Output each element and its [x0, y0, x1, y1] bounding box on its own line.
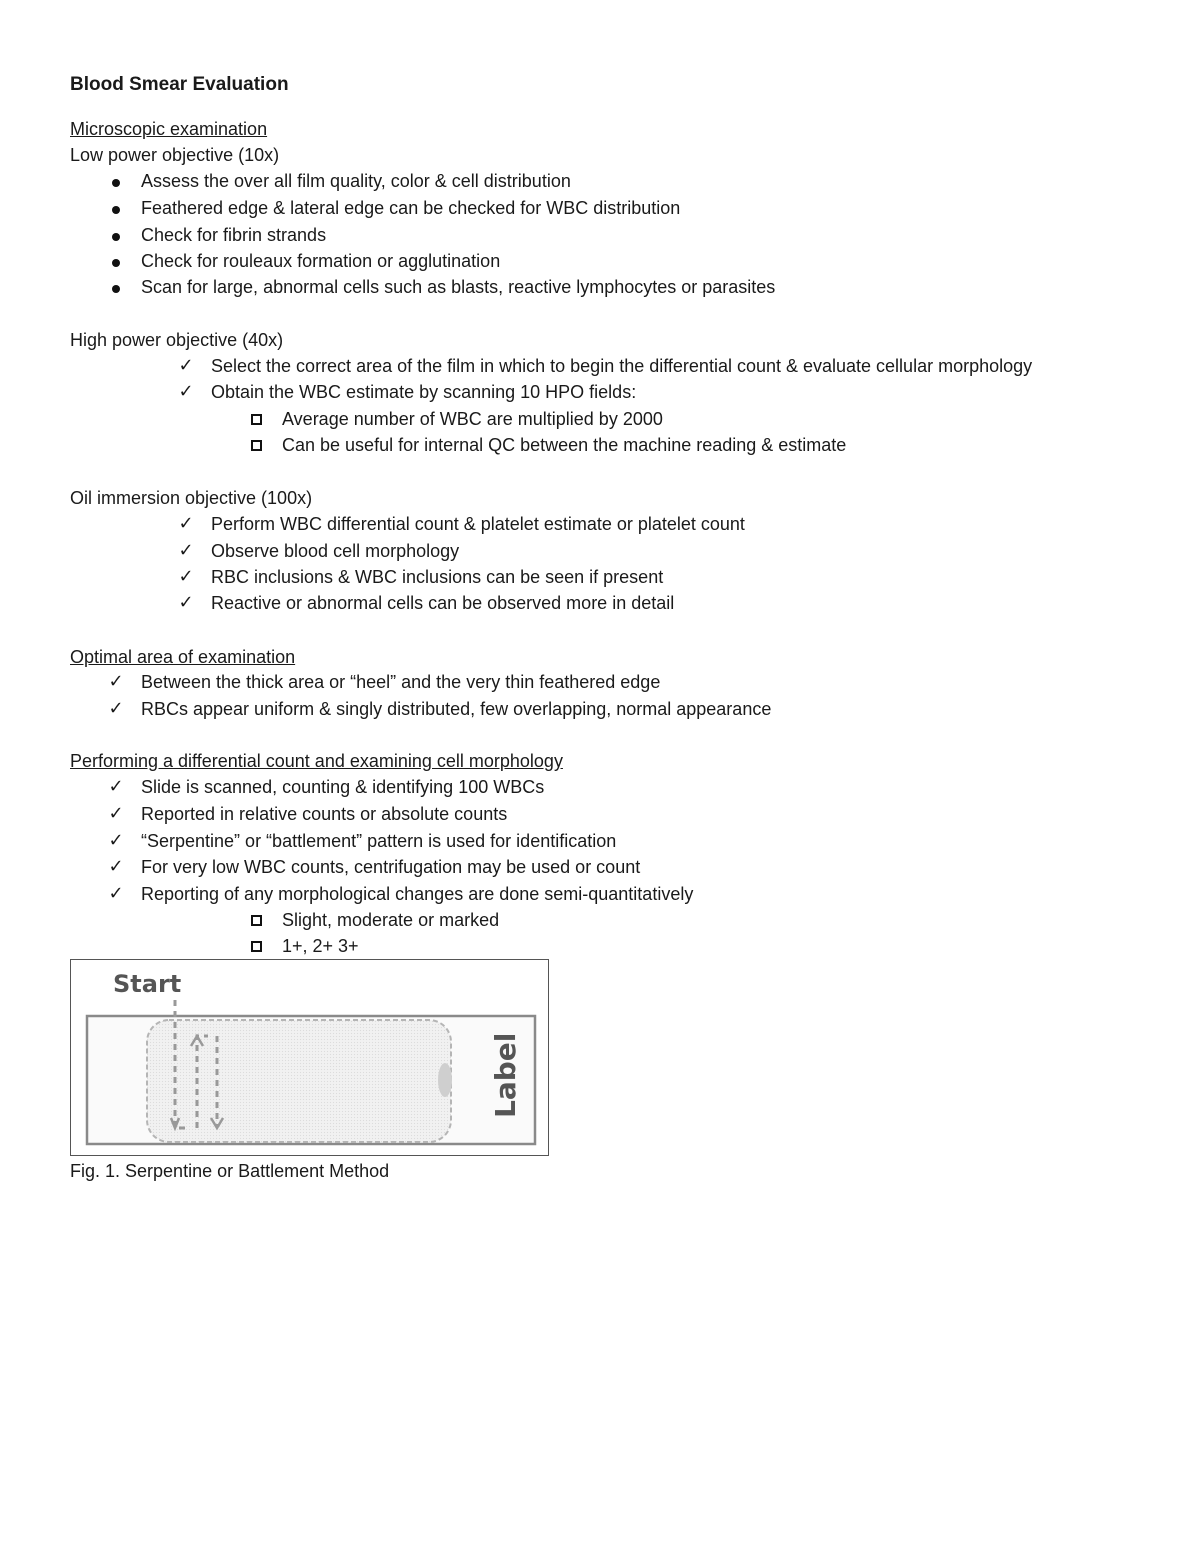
- list-item: For very low WBC counts, centrifugation may be used or count: [141, 857, 641, 877]
- low-power-label: Low power objective (10x): [70, 145, 280, 165]
- feathered-edge: [438, 1063, 452, 1097]
- list-item: Reporting of any morphological changes are done semi-quantitatively: [141, 884, 694, 904]
- slide-label-text: Label: [489, 1032, 522, 1118]
- checkmark-icon: ✓: [178, 381, 194, 402]
- list-item: Reactive or abnormal cells can be observed more in detail: [211, 593, 675, 613]
- bullet-dot-icon: [106, 195, 126, 221]
- section-heading-differential: Performing a differential count and examining cell morphology: [70, 751, 563, 771]
- list-item: “Serpentine” or “battlement” pattern is used for identification: [141, 831, 617, 851]
- section-heading-microscopic: Microscopic examination: [70, 119, 268, 139]
- list-item: Feathered edge & lateral edge can be checked for WBC distribution: [141, 198, 681, 218]
- list-item: Perform WBC differential count & platelet estimate or platelet count: [211, 514, 745, 534]
- checkmark-icon: ✓: [178, 566, 194, 587]
- checkmark-icon: ✓: [178, 355, 194, 376]
- list-item: Check for rouleaux formation or agglutination: [141, 251, 501, 271]
- list-item: Observe blood cell morphology: [211, 541, 460, 561]
- checkbox-square-icon: [246, 406, 266, 432]
- list-item: Slight, moderate or marked: [282, 910, 500, 930]
- section-heading-optimal: Optimal area of examination: [70, 647, 296, 667]
- checkbox-square-icon: [246, 933, 266, 959]
- list-item: Reported in relative counts or absolute counts: [141, 804, 508, 824]
- checkmark-icon: ✓: [108, 830, 124, 851]
- start-label: Start: [113, 970, 182, 998]
- list-item: Check for fibrin strands: [141, 225, 327, 245]
- high-power-label: High power objective (40x): [70, 330, 284, 350]
- bullet-dot-icon: [106, 274, 126, 300]
- checkmark-icon: ✓: [108, 856, 124, 877]
- page-title: Blood Smear Evaluation: [70, 74, 289, 95]
- list-item: Select the correct area of the film in which to begin the differential count & evaluate cellular morphology: [211, 356, 1033, 376]
- list-item: Slide is scanned, counting & identifying 100 WBCs: [141, 777, 545, 797]
- checkmark-icon: ✓: [108, 776, 124, 797]
- checkmark-icon: ✓: [178, 592, 194, 613]
- list-item: RBC inclusions & WBC inclusions can be seen if present: [211, 567, 664, 587]
- smear-area: [147, 1020, 451, 1142]
- checkmark-icon: ✓: [108, 883, 124, 904]
- slide-diagram: [71, 960, 548, 1155]
- figure-caption: Fig. 1. Serpentine or Battlement Method: [70, 1161, 390, 1181]
- bullet-dot-icon: [106, 248, 126, 274]
- checkmark-icon: ✓: [108, 698, 124, 719]
- list-item: Between the thick area or “heel” and the very thin feathered edge: [141, 672, 661, 692]
- list-item: Obtain the WBC estimate by scanning 10 HPO fields:: [211, 382, 637, 402]
- checkmark-icon: ✓: [108, 803, 124, 824]
- oil-immersion-label: Oil immersion objective (100x): [70, 488, 313, 508]
- bullet-dot-icon: [106, 168, 126, 194]
- list-item: Assess the over all film quality, color & cell distribution: [141, 171, 571, 191]
- bullet-dot-icon: [106, 222, 126, 248]
- list-item: Average number of WBC are multiplied by 2000: [282, 409, 663, 429]
- checkbox-square-icon: [246, 907, 266, 933]
- serpentine-figure: [70, 959, 549, 1156]
- list-item: Scan for large, abnormal cells such as blasts, reactive lymphocytes or parasites: [141, 277, 776, 297]
- list-item: Can be useful for internal QC between the machine reading & estimate: [282, 435, 847, 455]
- checkmark-icon: ✓: [178, 513, 194, 534]
- checkmark-icon: ✓: [108, 671, 124, 692]
- checkmark-icon: ✓: [178, 540, 194, 561]
- list-item: 1+, 2+ 3+: [282, 936, 359, 956]
- checkbox-square-icon: [246, 432, 266, 458]
- list-item: RBCs appear uniform & singly distributed, few overlapping, normal appearance: [141, 699, 772, 719]
